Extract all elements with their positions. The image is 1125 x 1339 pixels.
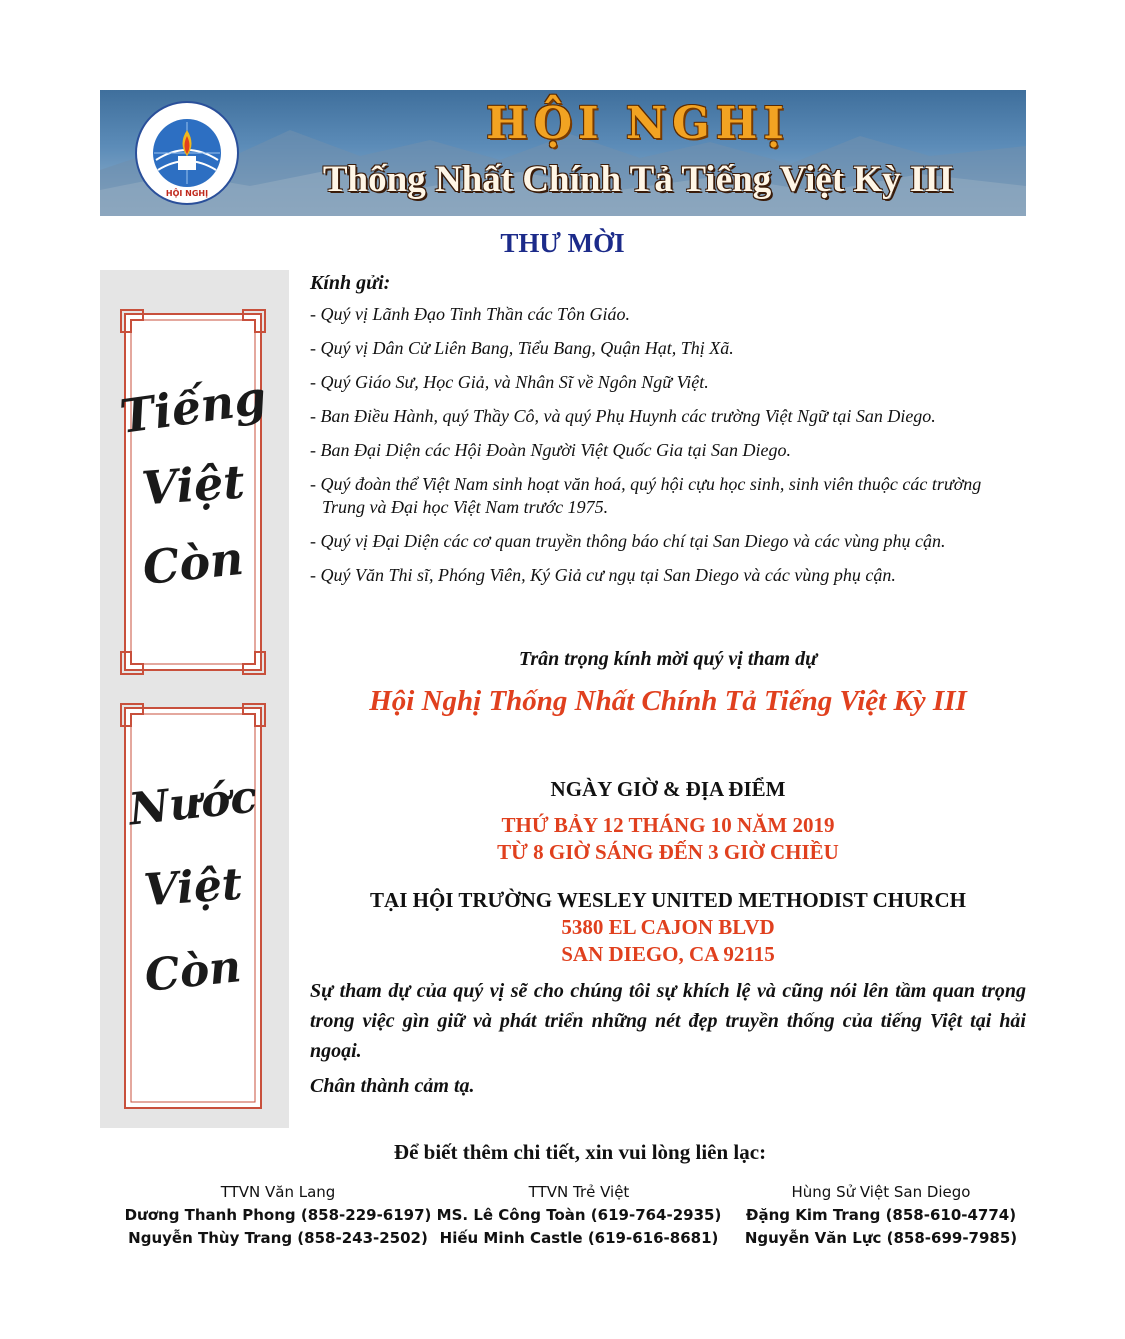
event-date: THỨ BẢY 12 THÁNG 10 NĂM 2019 [501,813,835,837]
calligraphy-scroll-top [116,308,270,676]
thanks-line: Chân thành cảm tạ. [310,1075,475,1097]
conference-logo [134,100,240,206]
letter-heading: THƯ MỜI [500,228,625,258]
svg-text:HỘI NGHỊ: HỘI NGHỊ [165,189,209,198]
recipient-section [310,272,1026,598]
event-name: Hội Nghị Thống Nhất Chính Tả Tiếng Việt Kỳ III [369,685,967,717]
contact-person: Dương Thanh Phong (858-229-6197) [124,1206,432,1224]
recipient-item: - Quý Giáo Sư, Học Giả, và Nhân Sĩ về Ngôn Ngữ Việt. [310,372,709,392]
calligraphy-word: Còn [142,941,244,1002]
contact-person: Nguyễn Thùy Trang (858-243-2502) [128,1229,428,1247]
recipient-item: - Quý Văn Thi sĩ, Phóng Viên, Ký Giả cư ngụ tại San Diego và các vùng phụ cận. [310,565,896,585]
calligraphy-top [116,368,270,602]
venue-name: TẠI HỘI TRƯỜNG WESLEY UNITED METHODIST CHURCH [370,888,966,912]
event-time: TỪ 8 GIỜ SÁNG ĐẾN 3 GIỜ CHIỀU [497,840,839,864]
header-banner [100,90,1026,216]
recipient-list [310,303,1026,587]
banner-subtitle: Thống Nhất Chính Tả Tiếng Việt Kỳ III [322,159,954,200]
banner-title: HỘI NGHỊ [486,98,790,149]
contact-heading: Để biết thêm chi tiết, xin vui lòng liên lạc: [393,1140,767,1164]
contact-org: TTVN Văn Lang [220,1183,336,1201]
schedule-heading: NGÀY GIỜ & ĐỊA ĐIỂM [550,777,786,801]
venue-address-line2: SAN DIEGO, CA 92115 [561,942,775,966]
calligraphy-word: Việt [139,454,247,516]
contact-person: Đặng Kim Trang (858-610-4774) [745,1206,1017,1224]
contact-person: Hiếu Minh Castle (619-616-8681) [439,1229,719,1247]
contact-group [414,1181,744,1250]
calligraphy-word: Việt [142,858,244,917]
contact-person: Nguyễn Văn Lực (858-699-7985) [744,1229,1018,1247]
recipient-item: - Quý vị Đại Diện các cơ quan truyền thông báo chí tại San Diego và các vùng phụ cận. [310,531,946,551]
recipient-item: - Quý đoàn thể Việt Nam sinh hoạt văn hoá, quý hội cựu học sinh, sinh viên thuộc các trường Trung và Đại học Việt Nam trước 1975. [310,474,982,517]
contact-org: TTVN Trẻ Việt [528,1183,630,1201]
recipient-item: - Ban Đại Diện các Hội Đoàn Người Việt Quốc Gia tại San Diego. [310,440,792,460]
contact-group [113,1181,443,1250]
calligraphy-word: Tiếng [116,370,270,444]
calligraphy-bottom [119,762,267,1014]
venue-address-line1: 5380 EL CAJON BLVD [561,915,775,939]
contact-group [716,1181,1046,1250]
calligraphy-panel [100,270,289,1128]
invitation-line: Trân trọng kính mời quý vị tham dự [518,648,818,670]
contact-org: Hùng Sử Việt San Diego [791,1183,971,1201]
calligraphy-word: Nước [126,771,260,836]
recipient-item: - Quý vị Dân Cử Liên Bang, Tiểu Bang, Quận Hạt, Thị Xã. [310,338,734,358]
closing-paragraph: Sự tham dự của quý vị sẽ cho chúng tôi sự khích lệ và cũng nói lên tầm quan trọng trong việc gìn giữ và phát triển những nét đẹp truyền thống của tiếng Việt tại hải ngoại. [310,980,1026,1062]
calligraphy-scroll-bottom [119,702,267,1114]
recipient-item: - Quý vị Lãnh Đạo Tinh Thần các Tôn Giáo. [310,304,631,324]
contact-person: MS. Lê Công Toàn (619-764-2935) [436,1206,722,1224]
calligraphy-word: Còn [140,530,246,596]
recipient-item: - Ban Điều Hành, quý Thầy Cô, và quý Phụ Huynh các trường Việt Ngữ tại San Diego. [310,406,936,426]
salutation: Kính gửi: [310,272,391,294]
